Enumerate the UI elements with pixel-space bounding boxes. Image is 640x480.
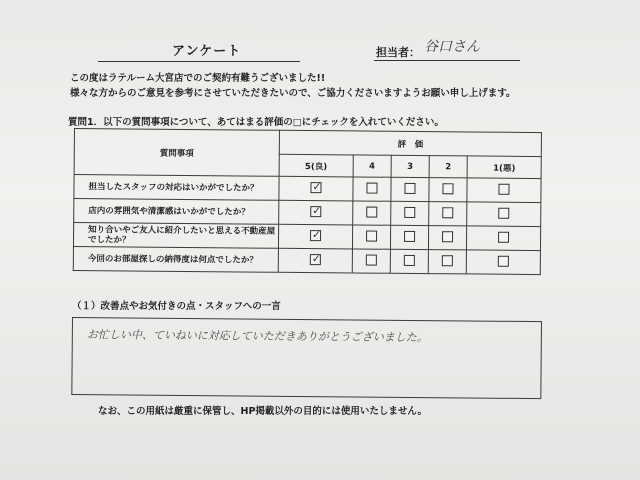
- rating-cell: [390, 225, 428, 249]
- question-text: 店内の雰囲気や清潔感はいかがでしたか？: [74, 199, 279, 225]
- rating-cell: [467, 202, 541, 227]
- rating-checkbox-2[interactable]: [442, 207, 453, 218]
- rating-checkbox-4[interactable]: [366, 254, 377, 265]
- rating-checkbox-1[interactable]: [498, 231, 509, 242]
- rating-header: 評 価: [279, 130, 541, 156]
- rating-cell: [428, 226, 466, 250]
- rating-checkbox-4[interactable]: [366, 206, 377, 217]
- rating-checkbox-5[interactable]: [310, 179, 322, 193]
- rating-label: 2: [429, 156, 467, 178]
- rating-cell: [391, 201, 429, 225]
- rating-cell: [466, 250, 540, 275]
- privacy-footer: なお、この用紙は厳重に保管し、HP掲載以外の目的には使用いたしません。: [98, 406, 427, 417]
- rating-cell: [278, 248, 352, 273]
- rating-label: 5(良): [279, 154, 353, 177]
- rating-label: 3: [391, 155, 429, 177]
- rating-cell: [429, 202, 467, 226]
- rating-checkbox-2[interactable]: [442, 255, 453, 266]
- rating-checkbox-1[interactable]: [498, 207, 509, 218]
- form-title: アンケート: [172, 44, 242, 59]
- rating-cell: [467, 226, 541, 251]
- rating-checkbox-3[interactable]: [404, 254, 415, 265]
- rating-checkbox-4[interactable]: [366, 230, 377, 241]
- rating-table: [73, 128, 542, 275]
- rating-cell: [391, 177, 429, 201]
- check-mark-icon: ✓: [311, 251, 322, 265]
- question-text: 知り合いやご友人に紹介したいと思える不動産屋でしたか？: [73, 223, 278, 249]
- intro-line-2: 様々な方からのご意見を参考にさせていただきたいので、ご協力くださいますようお願い申し上げます。: [70, 88, 516, 99]
- rating-label: 1(悪): [467, 156, 541, 179]
- rating-checkbox-5[interactable]: [310, 251, 322, 265]
- staff-name-handwritten: 谷口さん: [424, 39, 480, 55]
- rating-cell: [352, 225, 390, 249]
- rating-checkbox-1[interactable]: [499, 183, 510, 194]
- rating-cell: [279, 176, 353, 201]
- question-text: 今回のお部屋探しの納得度は何点でしたか？: [73, 246, 278, 272]
- staff-underline: [374, 60, 520, 61]
- check-mark-icon: ✓: [311, 227, 322, 241]
- rating-checkbox-4[interactable]: [366, 182, 377, 193]
- rating-checkbox-5[interactable]: [310, 227, 322, 241]
- rating-cell: [352, 249, 390, 273]
- rating-label: 4: [353, 155, 391, 177]
- intro-line-1: この度はラテルーム大宮店でのご契約有難うございました!!: [70, 73, 326, 84]
- rating-cell: [428, 250, 466, 274]
- comment-handwritten-text: お忙しい中、ていねいに対応していただきありがとうございました。: [86, 328, 428, 345]
- rating-checkbox-5[interactable]: [310, 203, 322, 217]
- rating-cell: [429, 178, 467, 202]
- question-row: [73, 246, 540, 274]
- rating-checkbox-2[interactable]: [442, 231, 453, 242]
- check-mark-icon: ✓: [312, 203, 322, 217]
- rating-checkbox-3[interactable]: [404, 230, 415, 241]
- rating-checkbox-1[interactable]: [498, 255, 509, 266]
- rating-cell: [352, 201, 390, 225]
- rating-cell: [278, 224, 352, 249]
- check-mark-icon: ✓: [312, 179, 322, 193]
- rating-cell: [467, 178, 541, 203]
- rating-cell: [353, 177, 391, 201]
- comment-box[interactable]: [71, 317, 542, 399]
- title-underline: [98, 61, 300, 62]
- question-text: 担当したスタッフの対応はいかがでしたか？: [74, 175, 279, 201]
- comment-heading: （１）改善点やお気付きの点・スタッフへの一言: [72, 301, 281, 312]
- question-column-header: 質問事項: [74, 129, 279, 177]
- rating-checkbox-3[interactable]: [404, 206, 415, 217]
- rating-cell: [390, 249, 428, 273]
- question-heading: 質問1．以下の質問事項について、あてはまる評価の□にチェックを入れていください。: [68, 117, 444, 128]
- rating-checkbox-3[interactable]: [404, 182, 415, 193]
- rating-checkbox-2[interactable]: [443, 183, 454, 194]
- rating-cell: [279, 200, 353, 225]
- staff-label: 担当者：: [376, 46, 420, 59]
